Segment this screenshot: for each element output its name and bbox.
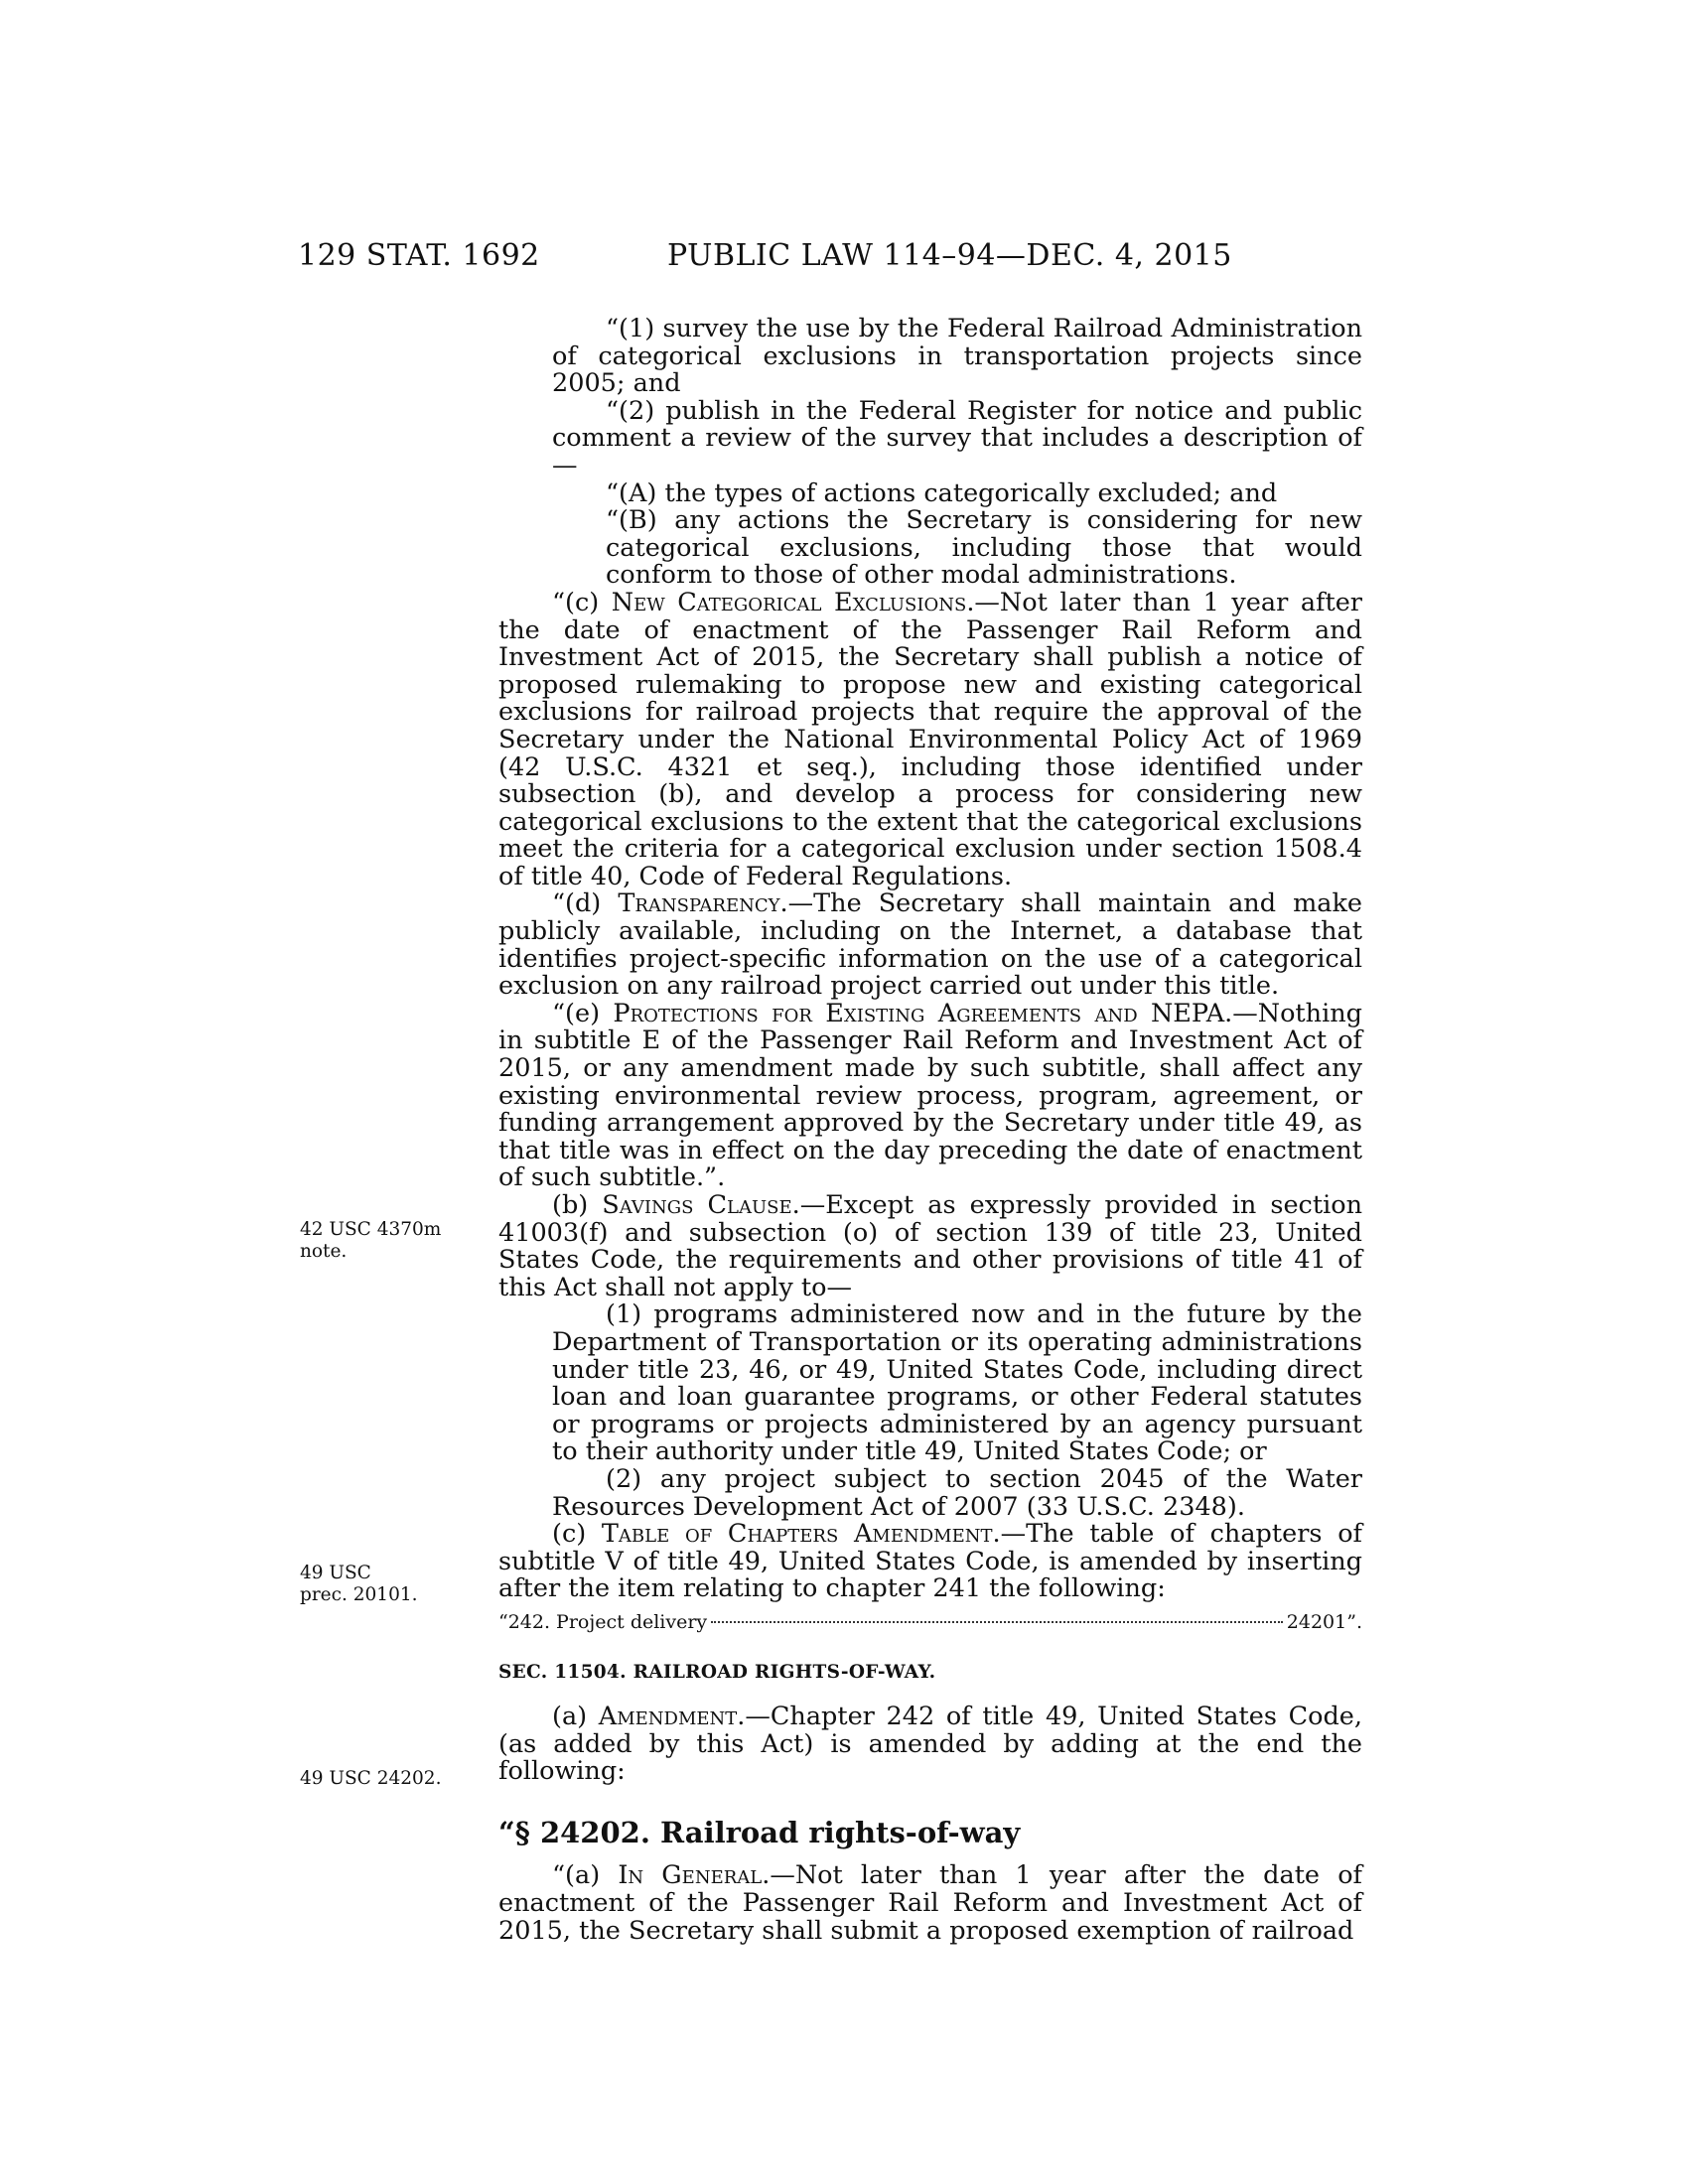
paragraph-1 — [498, 316, 1362, 398]
margin-note-prec-20101 — [300, 1563, 418, 1606]
subsection-prefix: (a) — [552, 1702, 599, 1732]
paragraph-text: .—Nothing in subtitle E of the Passenger Rail Reform and Investment Act of 2015, or any amendment made by such subtitle, shall affect any existing environmental review process, program, agreement, or funding arrangement approved by the Secretary under title 49, as that title was in effect on the day preceding the date of enactment of such subtitle.”. — [498, 998, 1362, 1193]
paragraph-2 — [498, 395, 1362, 480]
paragraph-text: (1) programs administered now and in the future by the Department of Transportation or its operating administrations under title 23, 46, or 49, United States Code, including direct loan and loan guarantee programs, or other Federal statutes or programs or projects administered by an agency pursuant to their authority under title 49, United States Code; or — [552, 1299, 1362, 1467]
paragraph-text: “(2) publish in the Federal Register for notice and public comment a review of the survey that includes a description of— — [552, 395, 1362, 480]
toc-dot-leader — [711, 1621, 1283, 1623]
subsection-heading: In General — [618, 1860, 763, 1891]
toc-entry-number: 24201”. — [1286, 1610, 1362, 1633]
subsection-prefix: “(a) — [552, 1860, 619, 1891]
paragraph-savings-2 — [498, 1463, 1362, 1522]
paragraph-subsection-d — [498, 890, 1362, 1000]
margin-note-line: 49 USC 24202. — [300, 1768, 442, 1789]
subsection-heading: Protections for Existing Agreements and NEPA — [613, 998, 1225, 1028]
subsection-prefix: “(c) — [552, 587, 612, 617]
paragraph-text: (2) any project subject to section 2045 of the Water Resources Development Act of 2007 (33 U.S.C. 2348). — [552, 1463, 1362, 1522]
table-of-chapters-entry — [498, 1609, 1362, 1637]
subsection-heading: New Categorical Exclusions — [611, 587, 967, 617]
margin-note-4370m — [300, 1219, 441, 1263]
paragraph-in-general — [498, 1862, 1362, 1945]
paragraph-table-of-chapters — [498, 1521, 1362, 1603]
paragraph-text: “(A) the types of actions categorically excluded; and — [606, 478, 1278, 508]
subsection-heading: Table of Chapters Amendment — [601, 1519, 993, 1550]
page-header — [298, 238, 1370, 278]
paragraph-text: .—Except as expressly provided in section 41003(f) and subsection (o) of section 139 of title 23, United States Code, the requirements and other provisions of title 41 of this Act shall not apply to— — [498, 1190, 1362, 1302]
paragraph-text: .—The Secretary shall maintain and make publicly available, including on the Internet, a database that identifies project-specific information on the use of a categorical exclusion on any railroad project carried out under this title. — [498, 888, 1362, 1002]
subsection-prefix: “(d) — [552, 888, 619, 919]
body-text — [498, 316, 1362, 1945]
margin-note-24202 — [300, 1768, 441, 1790]
paragraph-text: .—The table of chapters of subtitle V of title 49, United States Code, is amended by inserting after the item relating to chapter 241 the following: — [498, 1519, 1362, 1604]
paragraph-4 — [498, 507, 1362, 590]
code-section-title: “§ 24202. Railroad rights-of-way — [498, 1815, 1021, 1849]
subsection-prefix: “(e) — [552, 998, 614, 1028]
paragraph-savings-clause — [498, 1192, 1362, 1301]
paragraph-text: .—Chapter 242 of title 49, United States Code, (as added by this Act) is amended by adding at the end the following: — [498, 1702, 1362, 1787]
paragraph-subsection-e — [498, 998, 1362, 1193]
margin-note-line: 49 USC — [300, 1563, 371, 1583]
margin-note-line: prec. 20101. — [300, 1584, 418, 1605]
margin-note-line: 42 USC 4370m — [300, 1219, 442, 1240]
paragraph-text: “(B) any actions the Secretary is considering for new categorical exclusions, including those that would conform to those of other modal administrations. — [606, 505, 1362, 591]
subsection-heading: Amendment — [598, 1702, 738, 1732]
paragraph-savings-1 — [498, 1301, 1362, 1466]
stat-page-number: 129 STAT. 1692 — [298, 238, 540, 273]
subsection-heading: Transparency — [618, 888, 780, 919]
paragraph-text: .—Not later than 1 year after the date of enactment of the Passenger Rail Reform and Investment Act of 2015, the Secretary shall publish a notice of proposed rulemaking to propose new and existing categorical exclusions for railroad projects that require the approval of the Secretary under the National Environmental Policy Act of 1969 (42 U.S.C. 4321 et seq.), including those identified under subsection (b), and develop a process for considering new categorical exclusions to the extent that the categorical exclusions meet the criteria for a categorical exclusion under section 1508.4 of title 40, Code of Federal Regulations. — [498, 587, 1363, 891]
paragraph-subsection-c — [498, 587, 1363, 891]
paragraph-amendment — [498, 1704, 1362, 1786]
subsection-heading: Savings Clause — [602, 1190, 792, 1220]
section-heading: SEC. 11504. RAILROAD RIGHTS-OF-WAY. — [498, 1661, 936, 1683]
subsection-prefix: (b) — [552, 1190, 603, 1220]
toc-entry-title: “242. Project delivery — [498, 1610, 708, 1633]
paragraph-text: .—Not later than 1 year after the date of enactment of the Passenger Rail Reform and Investment Act of 2015, the Secretary shall submit a proposed exemption of railroad — [498, 1860, 1362, 1946]
paragraph-text: “(1) survey the use by the Federal Railroad Administration of categorical exclusions in transportation projects since 2005; and — [552, 314, 1362, 399]
subsection-prefix: (c) — [552, 1519, 602, 1550]
public-law-title: PUBLIC LAW 114–94—DEC. 4, 2015 — [667, 238, 1232, 273]
margin-note-line: note. — [300, 1241, 348, 1262]
paragraph-3 — [498, 480, 1362, 508]
